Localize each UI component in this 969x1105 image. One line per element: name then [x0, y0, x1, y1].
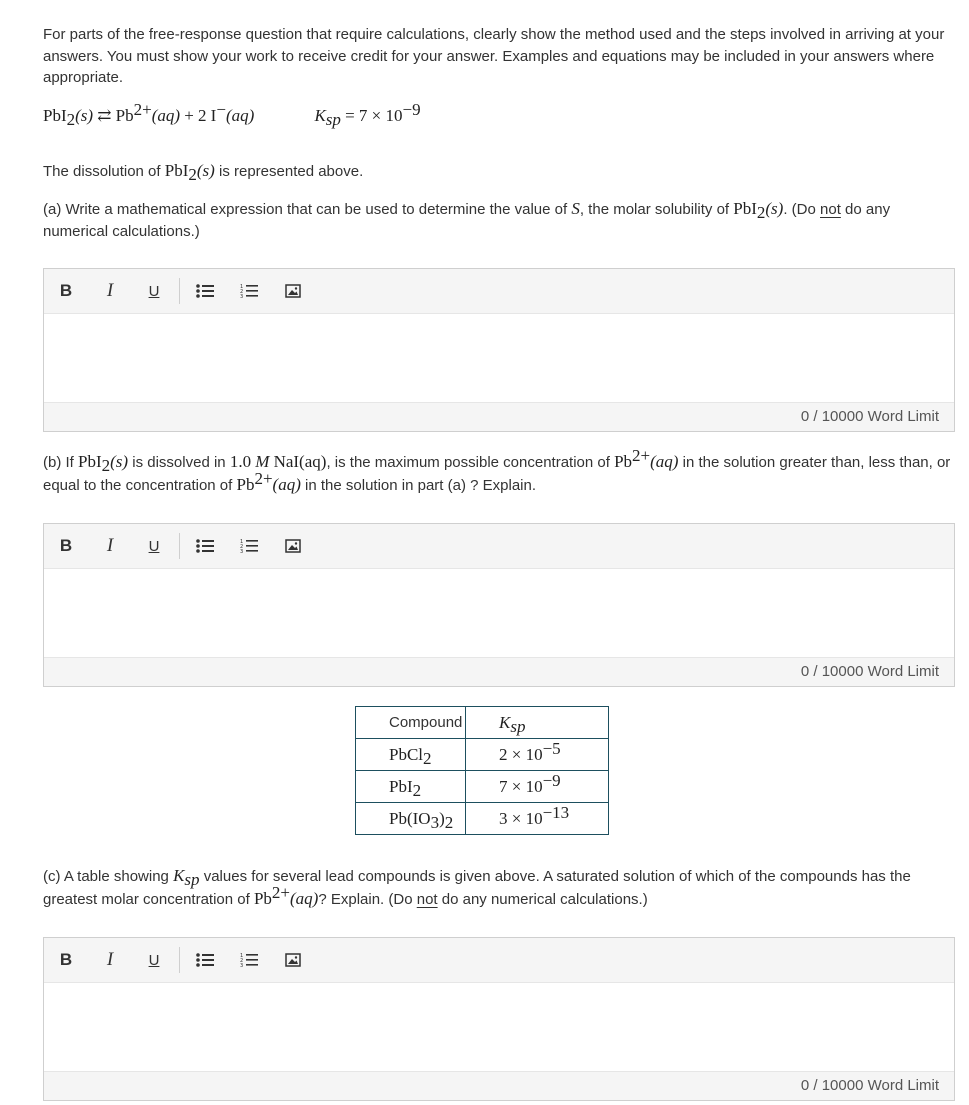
table-row: [356, 771, 609, 803]
word-count-footer: 0 / 10000 Word Limit: [44, 402, 954, 431]
insert-image-button[interactable]: [282, 280, 304, 302]
italic-button[interactable]: I: [106, 535, 114, 556]
ksp-value-cell: $2 \times 10^{-5}$: [466, 739, 609, 771]
editor-toolbar: [44, 938, 954, 983]
answer-editor-a: [43, 268, 955, 432]
answer-editor-c: [43, 937, 955, 1101]
insert-image-button[interactable]: [282, 949, 304, 971]
question-part-a: (a) Write a mathematical expression that can be used to determine the value of S, the molar solubility of PbI$_2$(s). (Do not do any numerical calculations.): [43, 199, 891, 240]
question-part-b: (b) If PbI$_2$(s) is dissolved in 1.0 M NaI(aq), is the maximum possible concentration of $Pb^{2+}(aq)$ in the solution greater than, less than, or equal to the concentration of $Pb^{2+}(aq)$ in the solution in part (a) ? Explain.: [43, 446, 951, 494]
svg-text:3: 3: [240, 549, 244, 554]
numbered-list-button[interactable]: [238, 949, 260, 971]
ksp-expression: $K_{sp} = 7 \times 10^{-9}$: [314, 100, 421, 129]
answer-text-area[interactable]: [44, 314, 954, 402]
editor-toolbar: [44, 269, 954, 314]
svg-text:2: 2: [240, 544, 244, 550]
svg-text:1: 1: [240, 953, 244, 959]
image-icon: [285, 284, 301, 298]
dissolution-statement: The dissolution of PbI$_2$(s) is represented above.: [43, 161, 364, 184]
italic-button[interactable]: I: [106, 949, 114, 970]
numbered-list-button[interactable]: [238, 535, 260, 557]
svg-text:1: 1: [240, 539, 244, 545]
bulleted-list-icon: [196, 952, 214, 968]
bulleted-list-button[interactable]: [194, 280, 216, 302]
toolbar-divider: [179, 278, 180, 304]
underline-button[interactable]: U: [148, 951, 160, 969]
numbered-list-button[interactable]: [238, 280, 260, 302]
answer-text-area[interactable]: [44, 569, 954, 657]
table-row: [356, 803, 609, 835]
editor-toolbar: [44, 524, 954, 569]
word-count-footer: 0 / 10000 Word Limit: [44, 657, 954, 686]
insert-image-button[interactable]: [282, 535, 304, 557]
bulleted-list-button[interactable]: [194, 949, 216, 971]
bold-button[interactable]: B: [59, 281, 73, 300]
numbered-list-icon: [240, 283, 258, 299]
compound-cell: $Pb(IO_3)_2$: [356, 803, 466, 835]
svg-text:1: 1: [240, 284, 244, 290]
ksp-value-cell: $3 \times 10^{-13}$: [466, 803, 609, 835]
answer-editor-b: [43, 523, 955, 687]
svg-text:2: 2: [240, 958, 244, 964]
ksp-table: [355, 706, 609, 835]
instructions-text: For parts of the free-response question that require calculations, clearly show the method used and the steps involved in arriving at your answers. You must show your work to receive credit for your answer. Examples and equations may be included in your answers where appropriate.: [43, 26, 945, 86]
underline-button[interactable]: U: [148, 537, 160, 555]
equilibrium-arrow: ⇄: [97, 106, 112, 125]
bold-button[interactable]: B: [59, 536, 73, 555]
svg-text:3: 3: [240, 963, 244, 968]
compound-cell: PbCl$_2$: [356, 739, 466, 771]
header-ksp: $K_{sp}$: [466, 707, 609, 739]
numbered-list-icon: [240, 538, 258, 554]
question-part-c: (c) A table showing $K_{sp}$ values for several lead compounds is given above. A saturated solution of which of the compounds has the greatest molar concentration of $Pb^{2+}(aq)$? Explain. (Do not do any numerical calculations.): [43, 866, 911, 908]
image-icon: [285, 539, 301, 553]
underline-button[interactable]: U: [148, 282, 160, 300]
bulleted-list-button[interactable]: [194, 535, 216, 557]
toolbar-divider: [179, 533, 180, 559]
compound-cell: PbI$_2$: [356, 771, 466, 803]
header-compound: Compound: [356, 707, 466, 739]
bulleted-list-icon: [196, 538, 214, 554]
table-row: [356, 739, 609, 771]
word-count-footer: 0 / 10000 Word Limit: [44, 1071, 954, 1100]
bulleted-list-icon: [196, 283, 214, 299]
svg-text:2: 2: [240, 289, 244, 295]
italic-button[interactable]: I: [106, 280, 114, 301]
dissolution-equation: PbI$_2$(s) ⇄ $Pb^{2+}(aq) + 2$ I−(aq) $K_{sp} = 7 \times 10^{-9}$: [43, 100, 421, 129]
toolbar-divider: [179, 947, 180, 973]
table-header-row: [356, 707, 609, 739]
ksp-value-cell: $7 \times 10^{-9}$: [466, 771, 609, 803]
numbered-list-icon: [240, 952, 258, 968]
answer-text-area[interactable]: [44, 983, 954, 1071]
bold-button[interactable]: B: [59, 950, 73, 969]
image-icon: [285, 953, 301, 967]
svg-text:3: 3: [240, 294, 244, 299]
